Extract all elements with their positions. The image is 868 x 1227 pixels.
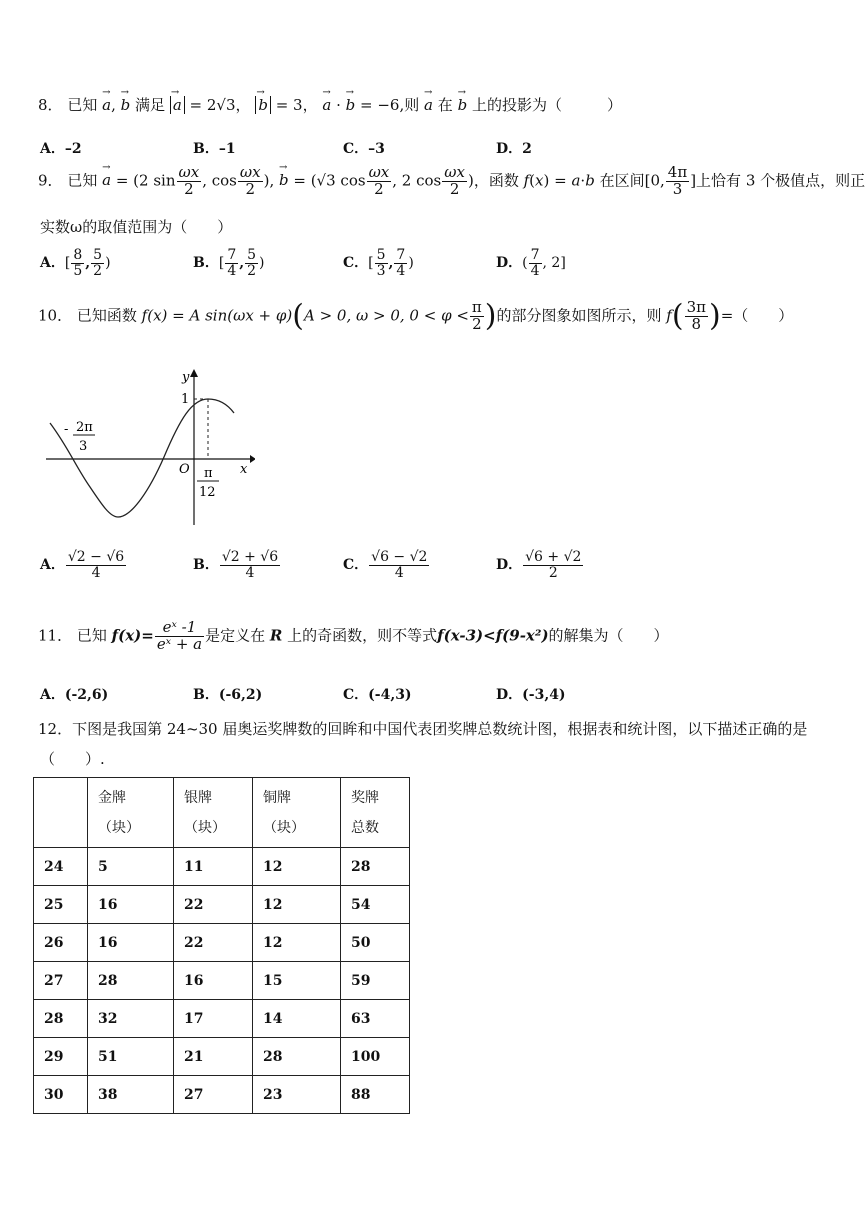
left-zero-denominator: 3 bbox=[79, 439, 88, 454]
table-cell: 28 bbox=[341, 848, 410, 886]
function-label: f(x)= bbox=[111, 626, 154, 645]
table-row bbox=[34, 1000, 410, 1038]
norm-a: → a bbox=[170, 96, 185, 114]
table-cell: 16 bbox=[174, 962, 253, 1000]
table-cell: 21 bbox=[174, 1038, 253, 1076]
table-cell: 88 bbox=[341, 1076, 410, 1114]
text: =（ ） bbox=[720, 306, 794, 325]
question-number: 8． bbox=[38, 96, 63, 114]
table-cell: 30 bbox=[34, 1076, 88, 1114]
text: 是定义在 bbox=[205, 626, 266, 645]
vector-b: → b bbox=[346, 96, 356, 114]
table-cell: 100 bbox=[341, 1038, 410, 1076]
vector-a: → a bbox=[322, 96, 331, 114]
domain-R: R bbox=[269, 626, 283, 645]
question-number: 11． bbox=[38, 626, 73, 645]
header-cell-gold: 金牌 （块） bbox=[88, 778, 174, 848]
table-cell: 25 bbox=[34, 886, 88, 924]
text: 上的投影为（ ） bbox=[471, 96, 622, 114]
header-cell-total: 奖牌 总数 bbox=[341, 778, 410, 848]
y-axis-label: y bbox=[182, 370, 190, 385]
question-12-stem bbox=[38, 718, 807, 739]
question-number: 10． bbox=[38, 306, 73, 325]
x-axis-label: x bbox=[240, 462, 248, 477]
header-cell-bronze: 铜牌 （块） bbox=[253, 778, 341, 848]
question-10-stem: 10． 已知函数 f(x) = A sin(ωx + φ)(A > 0, ω > 0, 0 < φ < $\frac{\pi}{2}$ )的部分图象如图所示，则 f( $\frac{3\pi}{8}$ )=（ ） bbox=[38, 298, 794, 334]
text: 已知 bbox=[67, 96, 98, 114]
option-a[interactable]: A．(-2,6) bbox=[40, 687, 109, 703]
table-cell: 54 bbox=[341, 886, 410, 924]
medal-table bbox=[33, 777, 410, 1114]
option-c[interactable]: C．–3 bbox=[343, 141, 385, 157]
option-a[interactable]: A．[ $\frac{8}{5}$ , $\frac{5}{2}$ ) bbox=[40, 247, 111, 279]
text: 已知 bbox=[67, 171, 98, 190]
table-cell: 16 bbox=[88, 924, 174, 962]
table-cell: 23 bbox=[253, 1076, 341, 1114]
table-row bbox=[34, 924, 410, 962]
table-cell: 5 bbox=[88, 848, 174, 886]
table-row bbox=[34, 1076, 410, 1114]
table-cell: 15 bbox=[253, 962, 341, 1000]
text: 已知 bbox=[76, 626, 107, 645]
text: 的部分图象如图所示，则 bbox=[496, 306, 662, 325]
y-axis-arrow bbox=[190, 369, 198, 377]
x-axis-arrow bbox=[250, 455, 255, 463]
option-c[interactable]: C． $\frac{√6 - √2}{4}$ bbox=[343, 549, 428, 581]
table-cell: 11 bbox=[174, 848, 253, 886]
table-cell: 38 bbox=[88, 1076, 174, 1114]
option-b[interactable]: B．–1 bbox=[193, 141, 236, 157]
option-d[interactable]: D．(-3,4) bbox=[496, 687, 566, 703]
text: 满足 bbox=[135, 96, 166, 114]
left-zero-sign: - bbox=[64, 422, 69, 437]
option-b[interactable]: B．[ $\frac{7}{4}$ , $\frac{5}{2}$ ) bbox=[193, 247, 265, 279]
table-cell: 26 bbox=[34, 924, 88, 962]
sine-graph bbox=[40, 365, 255, 535]
table-cell: 22 bbox=[174, 886, 253, 924]
table-row bbox=[34, 848, 410, 886]
option-b[interactable]: B．(-6,2) bbox=[193, 687, 263, 703]
text: 下图是我国第 24~30 届奥运奖牌数的回眸和中国代表团奖牌总数统计图，根据表和统计图，以下描述正确的是 bbox=[72, 720, 808, 738]
table-header-row bbox=[34, 778, 410, 848]
table-cell: 12 bbox=[253, 924, 341, 962]
text: ，函数 bbox=[473, 171, 519, 190]
table-cell: 12 bbox=[253, 886, 341, 924]
text: 在 bbox=[437, 96, 453, 114]
peak-x-denominator: 12 bbox=[199, 485, 216, 500]
text: 上的奇函数，则不等式 bbox=[287, 626, 438, 645]
question-11-stem: 11． 已知 f(x)= $\frac{\text{eˣ -1}}{\text{eˣ + a}}$ 是定义在 R 上的奇函数，则不等式f(x-3)<f(9-x²)的解集为（ ） bbox=[38, 618, 669, 653]
question-9-stem: 9． 已知 → a = (2 sin $\frac{\omega x}{2}$ , cos $\frac{\omega x}{2}$ ), → b = (√3 cos $\frac{\omega x}{2}$ , 2 cos $\frac{\omega x}{2}$ )，函数 f(x) = a·b 在区间[0, $\frac{4\pi}{3}$ ]上恰有 3 个极值点，则正 bbox=[38, 165, 865, 198]
option-d[interactable]: D．( $\frac{7}{4}$ , 2] bbox=[496, 247, 566, 279]
table-cell: 28 bbox=[34, 1000, 88, 1038]
table-row bbox=[34, 962, 410, 1000]
option-c[interactable]: C．(-4,3) bbox=[343, 687, 412, 703]
text: 的解集为（ ） bbox=[548, 626, 669, 645]
text: 已知函数 bbox=[76, 306, 137, 325]
text: ,则 bbox=[399, 96, 420, 114]
eq: = 2√3 bbox=[189, 96, 236, 114]
vector-b: → b bbox=[458, 96, 468, 114]
table-cell: 28 bbox=[88, 962, 174, 1000]
question-number: 9． bbox=[38, 171, 63, 190]
eq: = 3 bbox=[275, 96, 303, 114]
table-cell: 51 bbox=[88, 1038, 174, 1076]
text: 在区间 bbox=[599, 171, 645, 190]
option-d[interactable]: D．2 bbox=[496, 141, 532, 157]
table-cell: 24 bbox=[34, 848, 88, 886]
header-cell bbox=[34, 778, 88, 848]
table-cell: 29 bbox=[34, 1038, 88, 1076]
vector-b: → b bbox=[279, 171, 289, 189]
option-a[interactable]: A．–2 bbox=[40, 141, 82, 157]
option-d[interactable]: D． $\frac{√6 + √2}{2}$ bbox=[496, 549, 582, 581]
inequality: f(x-3)<f(9-x²) bbox=[437, 626, 549, 645]
vector-a: → a bbox=[424, 96, 433, 114]
option-b[interactable]: B． $\frac{√2 + √6}{4}$ bbox=[193, 549, 279, 581]
left-zero-numerator: 2π bbox=[76, 420, 93, 435]
table-cell: 17 bbox=[174, 1000, 253, 1038]
norm-b: → b bbox=[255, 96, 271, 114]
question-8-stem: 8． 已知 → a, → b 满足 → a = 2√3， → b = 3， → a · → b = −6,则 → a 在 → b 上的投影为（ ） bbox=[38, 94, 622, 115]
table-cell: 59 bbox=[341, 962, 410, 1000]
conditions: A > 0, ω > 0, 0 < φ < bbox=[303, 306, 469, 325]
table-cell: 27 bbox=[174, 1076, 253, 1114]
vector-b: → b bbox=[121, 96, 131, 114]
option-c[interactable]: C．[ $\frac{5}{3}$ , $\frac{7}{4}$ ) bbox=[343, 247, 414, 279]
table-cell: 28 bbox=[253, 1038, 341, 1076]
table-cell: 27 bbox=[34, 962, 88, 1000]
table-row bbox=[34, 886, 410, 924]
table-cell: 16 bbox=[88, 886, 174, 924]
vector-a: → a bbox=[102, 171, 111, 189]
text: 上恰有 3 个极值点，则正 bbox=[696, 171, 866, 190]
table-cell: 12 bbox=[253, 848, 341, 886]
question-12-line2: （ ）. bbox=[40, 750, 105, 768]
question-number: 12． bbox=[38, 720, 73, 738]
question-9-line2: 实数ω的取值范围为（ ） bbox=[40, 218, 233, 236]
option-a[interactable]: A． $\frac{√2 - √6}{4}$ bbox=[40, 549, 125, 581]
f-label: f bbox=[666, 306, 672, 325]
vector-a: → a bbox=[102, 96, 111, 114]
origin-label: O bbox=[179, 462, 190, 477]
function-f: f bbox=[523, 171, 530, 190]
table-cell: 63 bbox=[341, 1000, 410, 1038]
table-row bbox=[34, 1038, 410, 1076]
peak-x-numerator: π bbox=[204, 466, 213, 481]
table-cell: 14 bbox=[253, 1000, 341, 1038]
eq: = −6 bbox=[360, 96, 400, 114]
table-cell: 32 bbox=[88, 1000, 174, 1038]
function-expression: f(x) = A sin(ωx + φ) bbox=[141, 306, 293, 325]
table-cell: 50 bbox=[341, 924, 410, 962]
max-value-label: 1 bbox=[181, 392, 190, 407]
table-cell: 22 bbox=[174, 924, 253, 962]
header-cell-silver: 银牌 （块） bbox=[174, 778, 253, 848]
